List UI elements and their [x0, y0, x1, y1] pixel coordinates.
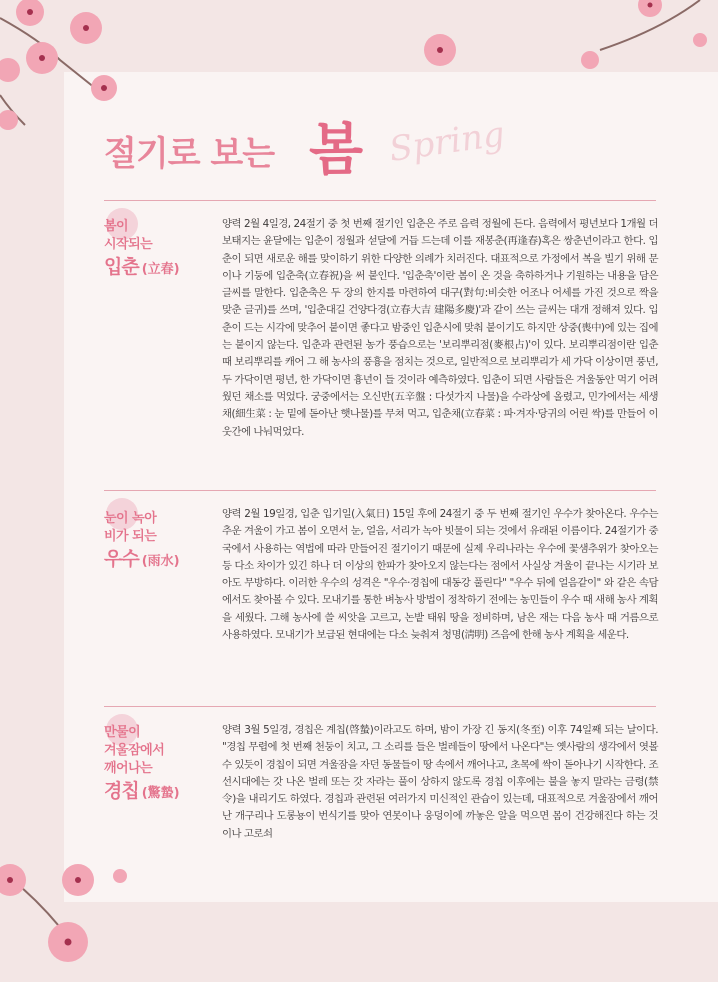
- section-gyeongchip-body: 양력 3월 5일경, 경칩은 계칩(啓蟄)이라고도 하며, 밤이 가장 긴 동지(冬至) 이후 74일째 되는 날이다. "경칩 무렵에 첫 번째 천둥이 치고, 그 소리를 들은 벌레들이 땅에서 나온다"는 옛사람의 생각에서 엿볼 수 있듯이 경칩이 되면 겨울잠을 자던 동물들이 땅 속에서 깨어나고, 초목에 싹이 돋아나기 시작한다. 조선시대에는 갓 나온 벌레 또는 갓 자라는 풀이 상하지 않도록 경칩 이후에는 불을 놓지 말라는 금령(禁令)을 내리기도 하였다. 경칩과 관련된 여러가지 미신적인 관습이 있는데, 대표적으로 겨울잠에서 깨어난 개구리나 도롱뇽이 번식기를 맞아 연못이나 웅덩이에 까놓은 알을 먹으면 몸이 건강해진다 하는 것이나 고로쇠: [222, 724, 658, 840]
- section-term: 경칩: [104, 780, 139, 802]
- cherry-blossom-decoration-top-right: [400, 0, 718, 110]
- section-subtitle: 비가 되는: [104, 529, 157, 544]
- title-main: 절기로 보는: [104, 134, 275, 174]
- section-term: 우수: [104, 548, 139, 570]
- page-title: [104, 106, 664, 192]
- section-usu-body: 양력 2월 19일경, 입춘 입기일(入氣日) 15일 후에 24절기 중 두 번째 절기인 우수가 찾아온다. 우수는 추운 겨울이 가고 봄이 오면서 눈, 얼음, 서리가 녹아 빗물이 되는 것에서 유래된 이름이다. 24절기가 중국에서 사용하는 역법에 따라 만들어진 절기이기 때문에 실제 우리나라는 우수에 꽃샘추위가 찾아오는 등 다소 차이가 있긴 하나 더 이상의 한파가 찾아오지 않는다는 점에서 사실상 겨울이 끝나는 시기라 보아도 무방하다. 이러한 우수의 성격은 "우수·경칩에 대동강 풀린다" "우수 뒤에 얼음같이" 와 같은 속담에서도 찾아볼 수 있다. 모내기를 통한 벼농사 방법이 정착하기 전에는 농민들이 우수 때 새해 농사 계획을 세웠다. 그해 농사에 쓸 씨앗을 고르고, 논밭 태워 땅을 정비하며, 남은 재는 다음 농사 때 거름으로 사용하였다. 모내기가 보급된 현대에는 다소 늦춰져 청명(淸明) 즈음에 한해 농사 계획을 세운다.: [222, 508, 658, 642]
- section-subtitle: 눈이 녹아: [104, 511, 157, 526]
- section-gyeongchip-heading: [104, 724, 204, 804]
- section-ipchun-body: 양력 2월 4일경, 24절기 중 첫 번째 절기인 입춘은 주로 음력 정월에 든다. 음력에서 평년보다 1개월 더 보태지는 윤달에는 입춘이 정월과 섣달에 거듭 드는데 이를 재봉춘(再逢春)혹은 쌍춘년이라고 한다. 입춘이 되면 새로운 해를 맞이하기 위한 다양한 의례가 치러진다. 대표적으로 가정에서 복을 빌기 위해 문이나 기둥에 입춘축(立春祝)을 써 붙인다. '입춘축'이란 봄이 온 것을 축하하거나 기원하는 내용을 담은 글씨를 말한다. 입춘축은 두 장의 한지를 마련하여 대구(對句:비슷한 어조나 어세를 가진 것으로 짝을 맞춘 글귀)를 쓰며, '입춘대길 건양다경(立春大吉 建陽多慶)'과 같이 쓰는 글씨는 대개 정해져 있다. 입춘이 드는 시각에 맞추어 붙이면 좋다고 밤중인 입춘시에 맞춰 붙이기도 하지만 상중(喪中)에 있는 집에는 붙이지 않는다. 입춘과 관련된 농가 풍습으로는 '보리뿌리점(麥根占)'이 있다. 보리뿌리점이란 입춘 때 보리뿌리를 캐어 그 해 농사의 풍흉을 점치는 것으로, 일반적으로 보리뿌리가 세 가닥 이상이면 풍년, 두 가닥이면 평년, 한 가닥이면 흉년이 들 것이라 예측하였다. 입춘이 되면 사람들은 겨울동안 먹기 어려웠던 채소를 먹었다. 궁중에서는 오신반(五辛盤 : 다섯가지 나물)을 수라상에 올렸고, 민가에서는 세생채(細生菜 : 눈 밑에 돋아난 햇나물)를 무쳐 먹고, 입춘채(立春菜 : 파·겨자·당귀의 어린 싹)를 만들어 이웃간에 나눠먹었다.: [222, 218, 658, 438]
- section-ipchun-heading: [104, 218, 204, 280]
- section-hanja: (驚蟄): [141, 786, 180, 801]
- section-subtitle: 시작되는: [104, 237, 153, 252]
- section-subtitle: 봄이: [104, 219, 129, 234]
- divider: [104, 706, 656, 707]
- section-usu-heading: [104, 510, 204, 572]
- section-subtitle: 만물이: [104, 725, 141, 740]
- title-spring: 봄: [309, 118, 362, 183]
- divider: [104, 490, 656, 491]
- title-script: Spring: [386, 114, 508, 170]
- section-subtitle: 깨어나는: [104, 761, 153, 776]
- cherry-blossom-decoration-bottom-left: [0, 840, 140, 982]
- section-term: 입춘: [104, 256, 139, 278]
- section-subtitle: 겨울잠에서: [104, 743, 165, 758]
- divider-top: [104, 200, 656, 201]
- section-hanja: (立春): [141, 262, 180, 277]
- section-hanja: (雨水): [141, 554, 180, 569]
